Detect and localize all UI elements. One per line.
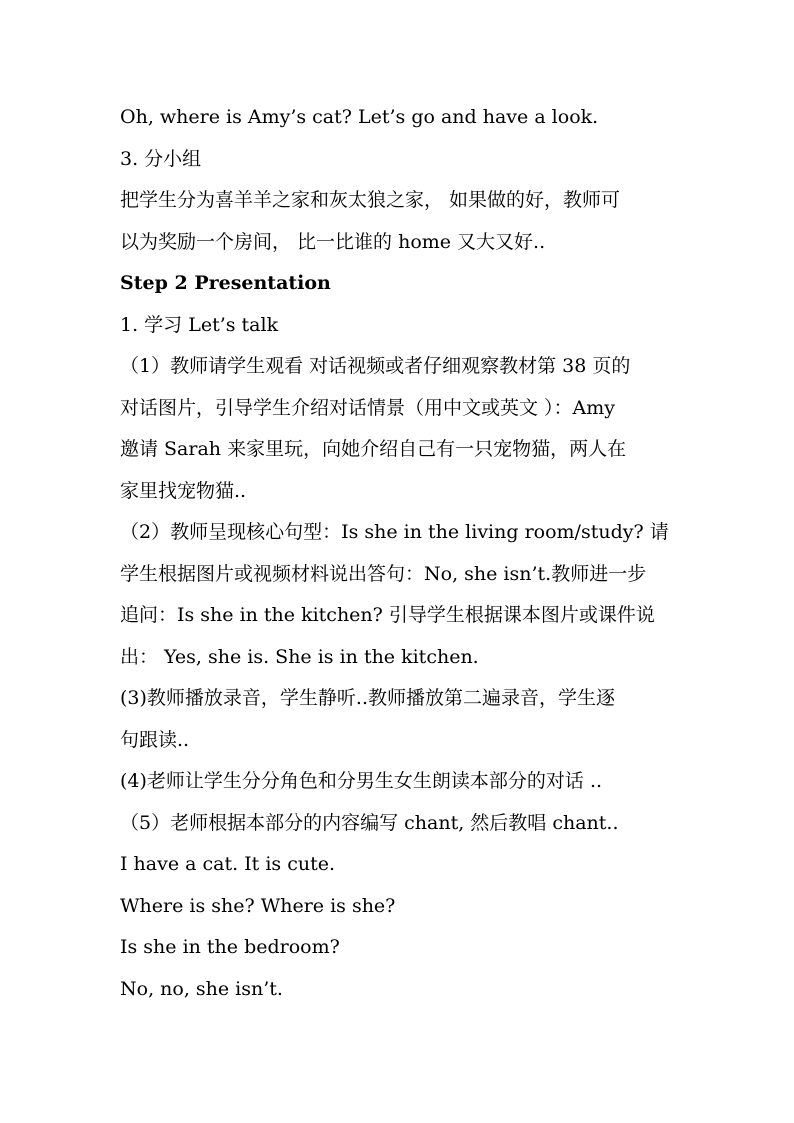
text-line: 句跟读.. — [120, 728, 190, 751]
text-line: 邀请 Sarah 来家里玩，向她介绍自己有一只宠物猫，两人在 — [120, 438, 627, 460]
chant-line: Where is she? Where is she? — [120, 894, 396, 917]
text-line: 出： Yes, she is. She is in the kitchen. — [120, 645, 479, 668]
text-line: Oh, where is Amy’s cat? Let’s go and have a look. — [120, 106, 599, 128]
text-line: 对话图片，引导学生介绍对话情景（用中文或英文 ）：Amy — [120, 396, 616, 419]
text-line: 家里找宠物猫.. — [120, 479, 247, 502]
text-line: （5）老师根据本部分的内容编写 chant, 然后教唱 chant.. — [120, 811, 619, 834]
section-heading: 3. 分小组 — [120, 147, 202, 170]
chant-line: No, no, she isn’t. — [120, 977, 283, 1000]
text-line: 学生根据图片或视频材料说出答句：No, she isn’t.教师进一步 — [120, 562, 647, 585]
text-line: 追问：Is she in the kitchen? 引导学生根据课本图片或课件说 — [120, 604, 655, 626]
document-body — [120, 97, 676, 1010]
text-line: 把学生分为喜羊羊之家和灰太狼之家， 如果做的好，教师可 — [120, 189, 621, 211]
section-heading: 1. 学习 Let’s talk — [120, 313, 279, 336]
text-line: （1）教师请学生观看 对话视频或者仔细观察教材第 38 页的 — [120, 355, 631, 377]
chant-line: Is she in the bedroom? — [120, 936, 340, 958]
text-line: （2）教师呈现核心句型：Is she in the living room/study? 请 — [120, 521, 669, 543]
text-line: 以为奖励一个房间， 比一比谁的 home 又大又好.. — [120, 230, 546, 253]
step-heading: Step 2 Presentation — [120, 272, 331, 294]
text-line: (4)老师让学生分分角色和分男生女生朗读本部分的对话 .. — [120, 770, 603, 792]
text-line: (3)教师播放录音，学生静听..教师播放第二遍录音，学生逐 — [120, 687, 615, 709]
chant-line: I have a cat. It is cute. — [120, 853, 336, 875]
